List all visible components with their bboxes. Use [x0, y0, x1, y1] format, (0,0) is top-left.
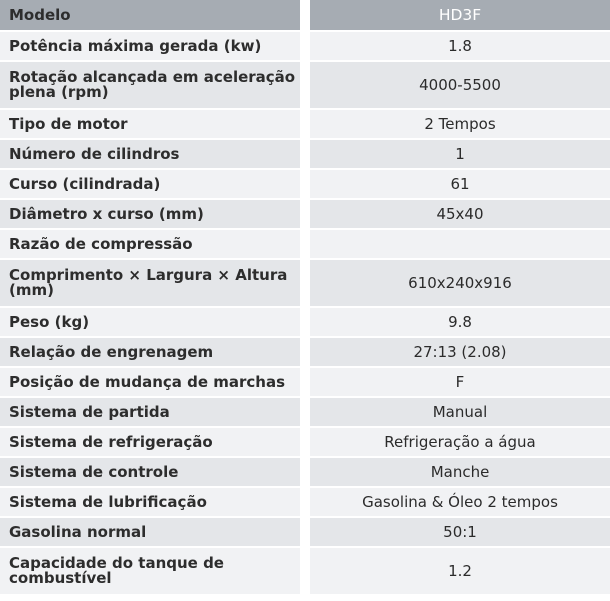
table-row [0, 548, 610, 596]
row-label: Relação de engrenagem [0, 338, 300, 368]
row-value: Manche [310, 458, 610, 488]
row-value: Gasolina & Óleo 2 tempos [310, 488, 610, 518]
row-label: Comprimento × Largura × Altura (mm) [0, 260, 300, 308]
row-label: Razão de compressão [0, 230, 300, 260]
row-value: 45x40 [310, 200, 610, 230]
row-label: Peso (kg) [0, 308, 300, 338]
table-row [0, 260, 610, 308]
row-label: Número de cilindros [0, 140, 300, 170]
row-value: 1.8 [310, 32, 610, 62]
row-value: 610x240x916 [310, 260, 610, 308]
table-row [0, 230, 610, 260]
row-label: Sistema de partida [0, 398, 300, 428]
row-value: Manual [310, 398, 610, 428]
table-row [0, 170, 610, 200]
table-row [0, 308, 610, 338]
table-row [0, 62, 610, 110]
row-value: 27:13 (2.08) [310, 338, 610, 368]
table-header-row [0, 0, 610, 32]
row-value: F [310, 368, 610, 398]
table-row [0, 338, 610, 368]
row-value: 4000-5500 [310, 62, 610, 110]
row-label: Potência máxima gerada (kw) [0, 32, 300, 62]
table-row [0, 368, 610, 398]
row-label: Sistema de refrigeração [0, 428, 300, 458]
header-key: Modelo [0, 0, 300, 32]
table-row [0, 398, 610, 428]
table-row [0, 488, 610, 518]
column-gap [300, 0, 310, 32]
table-row [0, 200, 610, 230]
row-value [310, 230, 610, 260]
header-model-value: HD3F [310, 0, 610, 32]
row-label: Tipo de motor [0, 110, 300, 140]
row-value: 9.8 [310, 308, 610, 338]
row-label: Sistema de lubrificação [0, 488, 300, 518]
table-row [0, 458, 610, 488]
row-value: 1 [310, 140, 610, 170]
table-row [0, 110, 610, 140]
row-label: Posição de mudança de marchas [0, 368, 300, 398]
row-value: 2 Tempos [310, 110, 610, 140]
row-value: Refrigeração a água [310, 428, 610, 458]
table-row [0, 32, 610, 62]
row-label: Gasolina normal [0, 518, 300, 548]
row-label: Capacidade do tanque de combustível [0, 548, 300, 596]
row-value: 61 [310, 170, 610, 200]
row-label: Sistema de controle [0, 458, 300, 488]
row-value: 1.2 [310, 548, 610, 596]
table-row [0, 140, 610, 170]
row-value: 50:1 [310, 518, 610, 548]
table-row [0, 428, 610, 458]
row-label: Curso (cilindrada) [0, 170, 300, 200]
table-row [0, 518, 610, 548]
row-label: Diâmetro x curso (mm) [0, 200, 300, 230]
row-label: Rotação alcançada em aceleração plena (rpm) [0, 62, 300, 110]
